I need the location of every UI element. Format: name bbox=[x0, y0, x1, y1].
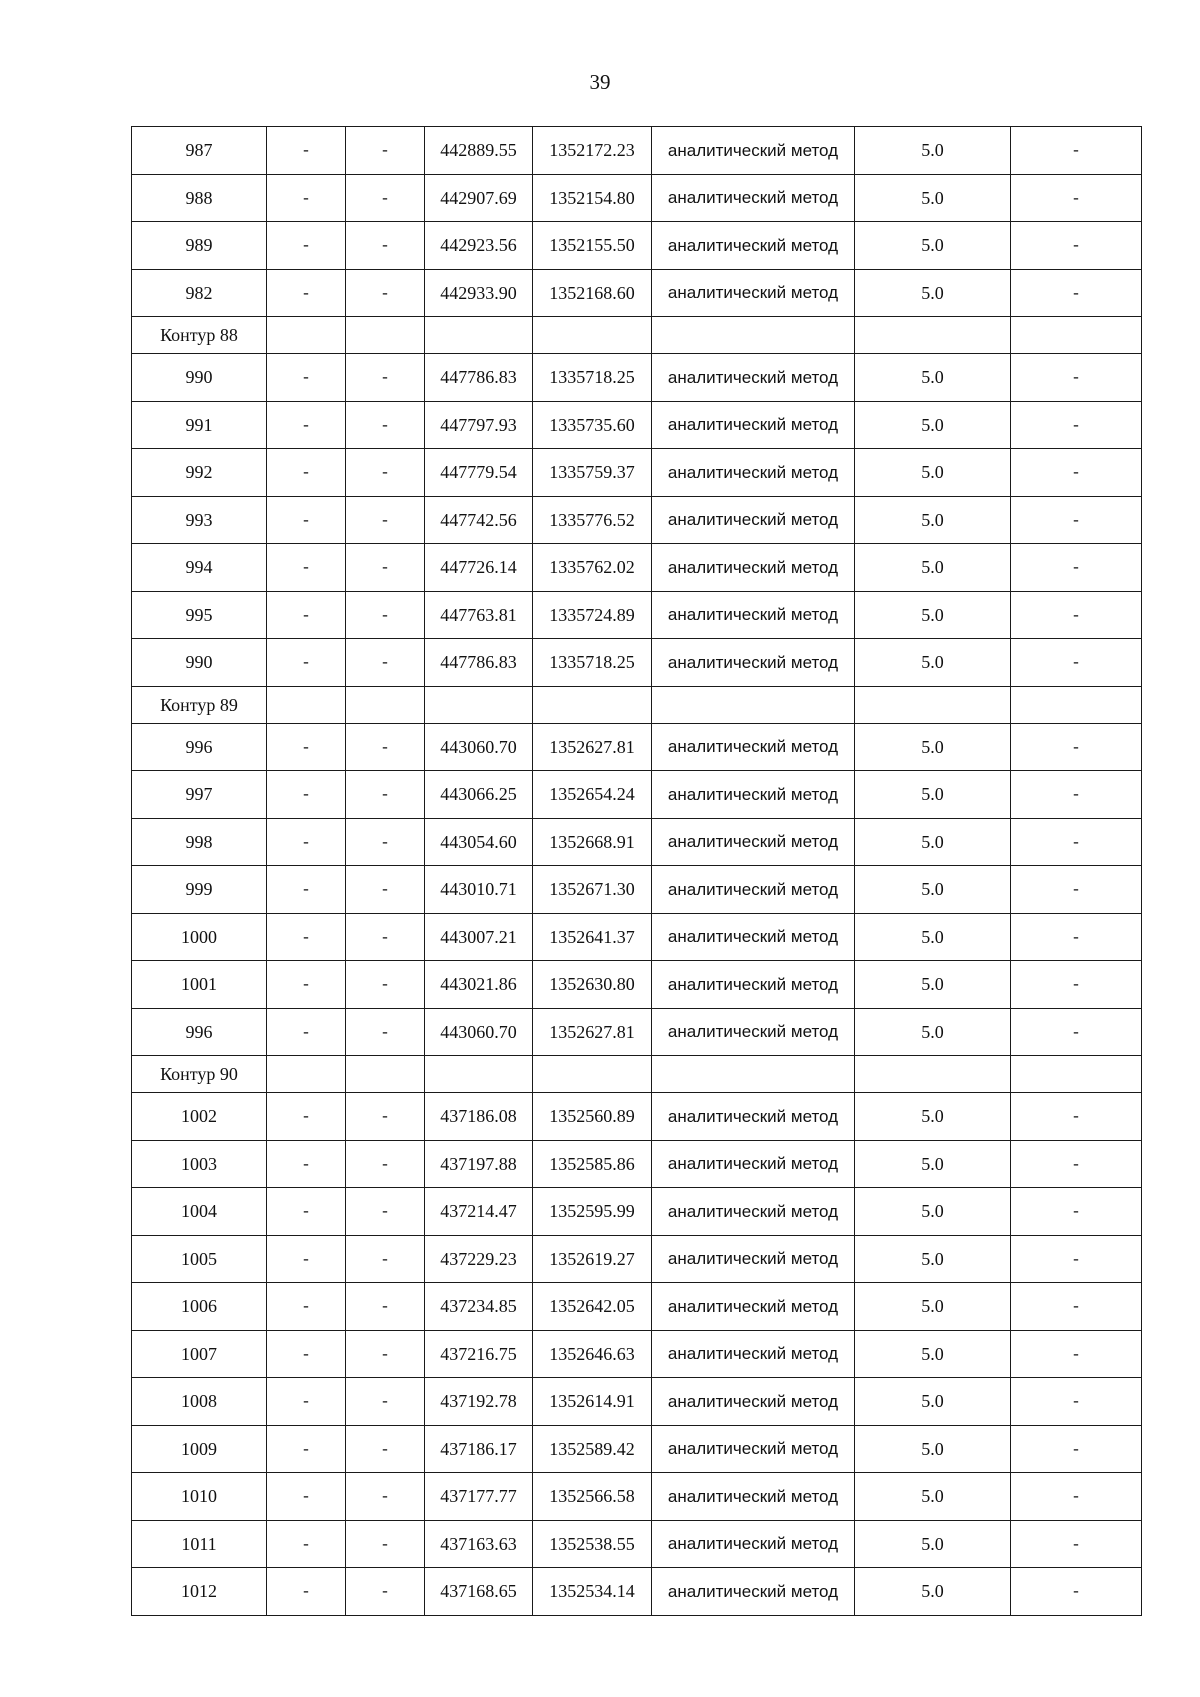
dash-cell: - bbox=[1011, 127, 1142, 175]
empty-cell bbox=[425, 317, 533, 354]
point-number-cell: 996 bbox=[132, 723, 267, 771]
dash-cell: - bbox=[346, 127, 425, 175]
method-cell: аналитический метод bbox=[652, 1283, 855, 1331]
method-cell: аналитический метод bbox=[652, 174, 855, 222]
method-cell: аналитический метод bbox=[652, 1378, 855, 1426]
dash-cell: - bbox=[346, 1330, 425, 1378]
x-coordinate-cell: 437234.85 bbox=[425, 1283, 533, 1331]
dash-cell: - bbox=[267, 961, 346, 1009]
empty-cell bbox=[533, 317, 652, 354]
empty-cell bbox=[652, 317, 855, 354]
y-coordinate-cell: 1335735.60 bbox=[533, 401, 652, 449]
coordinates-table bbox=[131, 126, 1142, 1616]
accuracy-cell: 5.0 bbox=[855, 1235, 1011, 1283]
method-cell: аналитический метод bbox=[652, 1473, 855, 1521]
x-coordinate-cell: 443066.25 bbox=[425, 771, 533, 819]
accuracy-cell: 5.0 bbox=[855, 913, 1011, 961]
table-body bbox=[132, 127, 1142, 1616]
dash-cell: - bbox=[267, 1093, 346, 1141]
table-row bbox=[132, 723, 1142, 771]
point-number-cell: 997 bbox=[132, 771, 267, 819]
x-coordinate-cell: 437214.47 bbox=[425, 1188, 533, 1236]
table-row bbox=[132, 222, 1142, 270]
y-coordinate-cell: 1352534.14 bbox=[533, 1568, 652, 1616]
dash-cell: - bbox=[346, 1093, 425, 1141]
y-coordinate-cell: 1352154.80 bbox=[533, 174, 652, 222]
x-coordinate-cell: 437197.88 bbox=[425, 1140, 533, 1188]
empty-cell bbox=[267, 686, 346, 723]
table-row bbox=[132, 1330, 1142, 1378]
accuracy-cell: 5.0 bbox=[855, 1378, 1011, 1426]
dash-cell: - bbox=[346, 354, 425, 402]
dash-cell: - bbox=[267, 1283, 346, 1331]
y-coordinate-cell: 1352560.89 bbox=[533, 1093, 652, 1141]
x-coordinate-cell: 447726.14 bbox=[425, 544, 533, 592]
empty-cell bbox=[346, 1056, 425, 1093]
table-row bbox=[132, 127, 1142, 175]
y-coordinate-cell: 1352627.81 bbox=[533, 1008, 652, 1056]
dash-cell: - bbox=[1011, 1140, 1142, 1188]
dash-cell: - bbox=[267, 866, 346, 914]
point-number-cell: 987 bbox=[132, 127, 267, 175]
dash-cell: - bbox=[346, 544, 425, 592]
point-number-cell: 991 bbox=[132, 401, 267, 449]
point-number-cell: 999 bbox=[132, 866, 267, 914]
table-row bbox=[132, 174, 1142, 222]
method-cell: аналитический метод bbox=[652, 771, 855, 819]
accuracy-cell: 5.0 bbox=[855, 544, 1011, 592]
x-coordinate-cell: 443060.70 bbox=[425, 723, 533, 771]
accuracy-cell: 5.0 bbox=[855, 723, 1011, 771]
method-cell: аналитический метод bbox=[652, 1235, 855, 1283]
y-coordinate-cell: 1352589.42 bbox=[533, 1425, 652, 1473]
method-cell: аналитический метод bbox=[652, 1568, 855, 1616]
dash-cell: - bbox=[346, 1008, 425, 1056]
dash-cell: - bbox=[1011, 1283, 1142, 1331]
dash-cell: - bbox=[267, 1425, 346, 1473]
contour-label: Контур 90 bbox=[132, 1056, 267, 1093]
dash-cell: - bbox=[267, 269, 346, 317]
point-number-cell: 1000 bbox=[132, 913, 267, 961]
table-row bbox=[132, 1008, 1142, 1056]
empty-cell bbox=[1011, 317, 1142, 354]
x-coordinate-cell: 443010.71 bbox=[425, 866, 533, 914]
table-row bbox=[132, 639, 1142, 687]
method-cell: аналитический метод bbox=[652, 449, 855, 497]
point-number-cell: 996 bbox=[132, 1008, 267, 1056]
dash-cell: - bbox=[346, 1425, 425, 1473]
dash-cell: - bbox=[267, 127, 346, 175]
table-row bbox=[132, 771, 1142, 819]
accuracy-cell: 5.0 bbox=[855, 771, 1011, 819]
dash-cell: - bbox=[1011, 1378, 1142, 1426]
point-number-cell: 994 bbox=[132, 544, 267, 592]
dash-cell: - bbox=[346, 1188, 425, 1236]
x-coordinate-cell: 437216.75 bbox=[425, 1330, 533, 1378]
y-coordinate-cell: 1335776.52 bbox=[533, 496, 652, 544]
y-coordinate-cell: 1352641.37 bbox=[533, 913, 652, 961]
table-row bbox=[132, 1568, 1142, 1616]
dash-cell: - bbox=[1011, 1473, 1142, 1521]
table-row bbox=[132, 1473, 1142, 1521]
method-cell: аналитический метод bbox=[652, 1008, 855, 1056]
empty-cell bbox=[855, 686, 1011, 723]
dash-cell: - bbox=[1011, 1188, 1142, 1236]
table-row bbox=[132, 1520, 1142, 1568]
x-coordinate-cell: 437168.65 bbox=[425, 1568, 533, 1616]
empty-cell bbox=[425, 686, 533, 723]
empty-cell bbox=[533, 1056, 652, 1093]
dash-cell: - bbox=[346, 591, 425, 639]
empty-cell bbox=[267, 1056, 346, 1093]
accuracy-cell: 5.0 bbox=[855, 174, 1011, 222]
y-coordinate-cell: 1352646.63 bbox=[533, 1330, 652, 1378]
contour-row bbox=[132, 317, 1142, 354]
y-coordinate-cell: 1352585.86 bbox=[533, 1140, 652, 1188]
x-coordinate-cell: 443021.86 bbox=[425, 961, 533, 1009]
empty-cell bbox=[855, 317, 1011, 354]
dash-cell: - bbox=[267, 913, 346, 961]
dash-cell: - bbox=[267, 496, 346, 544]
dash-cell: - bbox=[267, 723, 346, 771]
contour-row bbox=[132, 686, 1142, 723]
dash-cell: - bbox=[346, 1378, 425, 1426]
table-row bbox=[132, 1093, 1142, 1141]
dash-cell: - bbox=[346, 222, 425, 270]
dash-cell: - bbox=[1011, 591, 1142, 639]
table-row bbox=[132, 1188, 1142, 1236]
dash-cell: - bbox=[267, 1378, 346, 1426]
dash-cell: - bbox=[346, 1283, 425, 1331]
dash-cell: - bbox=[1011, 222, 1142, 270]
accuracy-cell: 5.0 bbox=[855, 639, 1011, 687]
dash-cell: - bbox=[1011, 401, 1142, 449]
dash-cell: - bbox=[267, 449, 346, 497]
accuracy-cell: 5.0 bbox=[855, 127, 1011, 175]
x-coordinate-cell: 437192.78 bbox=[425, 1378, 533, 1426]
accuracy-cell: 5.0 bbox=[855, 1283, 1011, 1331]
method-cell: аналитический метод bbox=[652, 591, 855, 639]
dash-cell: - bbox=[1011, 913, 1142, 961]
x-coordinate-cell: 437186.08 bbox=[425, 1093, 533, 1141]
table-row bbox=[132, 1235, 1142, 1283]
point-number-cell: 1007 bbox=[132, 1330, 267, 1378]
table-row bbox=[132, 1283, 1142, 1331]
method-cell: аналитический метод bbox=[652, 496, 855, 544]
dash-cell: - bbox=[346, 961, 425, 1009]
accuracy-cell: 5.0 bbox=[855, 449, 1011, 497]
point-number-cell: 998 bbox=[132, 818, 267, 866]
dash-cell: - bbox=[267, 222, 346, 270]
accuracy-cell: 5.0 bbox=[855, 1140, 1011, 1188]
point-number-cell: 1005 bbox=[132, 1235, 267, 1283]
table-row bbox=[132, 591, 1142, 639]
x-coordinate-cell: 437186.17 bbox=[425, 1425, 533, 1473]
y-coordinate-cell: 1352654.24 bbox=[533, 771, 652, 819]
dash-cell: - bbox=[346, 174, 425, 222]
method-cell: аналитический метод bbox=[652, 269, 855, 317]
point-number-cell: 995 bbox=[132, 591, 267, 639]
y-coordinate-cell: 1335759.37 bbox=[533, 449, 652, 497]
table-row bbox=[132, 354, 1142, 402]
method-cell: аналитический метод bbox=[652, 222, 855, 270]
accuracy-cell: 5.0 bbox=[855, 818, 1011, 866]
dash-cell: - bbox=[1011, 1568, 1142, 1616]
dash-cell: - bbox=[267, 1330, 346, 1378]
method-cell: аналитический метод bbox=[652, 354, 855, 402]
method-cell: аналитический метод bbox=[652, 1330, 855, 1378]
method-cell: аналитический метод bbox=[652, 1140, 855, 1188]
table-row bbox=[132, 544, 1142, 592]
table-row bbox=[132, 913, 1142, 961]
y-coordinate-cell: 1352642.05 bbox=[533, 1283, 652, 1331]
dash-cell: - bbox=[1011, 496, 1142, 544]
method-cell: аналитический метод bbox=[652, 639, 855, 687]
dash-cell: - bbox=[346, 1520, 425, 1568]
y-coordinate-cell: 1335762.02 bbox=[533, 544, 652, 592]
empty-cell bbox=[425, 1056, 533, 1093]
method-cell: аналитический метод bbox=[652, 866, 855, 914]
method-cell: аналитический метод bbox=[652, 1093, 855, 1141]
accuracy-cell: 5.0 bbox=[855, 222, 1011, 270]
y-coordinate-cell: 1352168.60 bbox=[533, 269, 652, 317]
point-number-cell: 993 bbox=[132, 496, 267, 544]
dash-cell: - bbox=[1011, 1520, 1142, 1568]
point-number-cell: 1004 bbox=[132, 1188, 267, 1236]
point-number-cell: 1001 bbox=[132, 961, 267, 1009]
contour-row bbox=[132, 1056, 1142, 1093]
dash-cell: - bbox=[346, 1568, 425, 1616]
point-number-cell: 1011 bbox=[132, 1520, 267, 1568]
dash-cell: - bbox=[346, 269, 425, 317]
point-number-cell: 1002 bbox=[132, 1093, 267, 1141]
dash-cell: - bbox=[346, 449, 425, 497]
dash-cell: - bbox=[267, 1188, 346, 1236]
dash-cell: - bbox=[346, 818, 425, 866]
x-coordinate-cell: 443007.21 bbox=[425, 913, 533, 961]
contour-label: Контур 88 bbox=[132, 317, 267, 354]
dash-cell: - bbox=[346, 1140, 425, 1188]
y-coordinate-cell: 1335724.89 bbox=[533, 591, 652, 639]
dash-cell: - bbox=[1011, 1425, 1142, 1473]
x-coordinate-cell: 443060.70 bbox=[425, 1008, 533, 1056]
x-coordinate-cell: 442923.56 bbox=[425, 222, 533, 270]
accuracy-cell: 5.0 bbox=[855, 866, 1011, 914]
table-row bbox=[132, 1425, 1142, 1473]
empty-cell bbox=[1011, 686, 1142, 723]
dash-cell: - bbox=[346, 866, 425, 914]
empty-cell bbox=[533, 686, 652, 723]
accuracy-cell: 5.0 bbox=[855, 1520, 1011, 1568]
dash-cell: - bbox=[346, 401, 425, 449]
dash-cell: - bbox=[267, 639, 346, 687]
x-coordinate-cell: 447786.83 bbox=[425, 639, 533, 687]
dash-cell: - bbox=[346, 771, 425, 819]
point-number-cell: 989 bbox=[132, 222, 267, 270]
point-number-cell: 1008 bbox=[132, 1378, 267, 1426]
dash-cell: - bbox=[1011, 723, 1142, 771]
table-row bbox=[132, 496, 1142, 544]
y-coordinate-cell: 1335718.25 bbox=[533, 639, 652, 687]
dash-cell: - bbox=[267, 1473, 346, 1521]
point-number-cell: 988 bbox=[132, 174, 267, 222]
point-number-cell: 992 bbox=[132, 449, 267, 497]
dash-cell: - bbox=[346, 1473, 425, 1521]
y-coordinate-cell: 1352671.30 bbox=[533, 866, 652, 914]
dash-cell: - bbox=[1011, 544, 1142, 592]
table-row bbox=[132, 818, 1142, 866]
dash-cell: - bbox=[346, 913, 425, 961]
dash-cell: - bbox=[267, 354, 346, 402]
dash-cell: - bbox=[1011, 449, 1142, 497]
dash-cell: - bbox=[267, 1140, 346, 1188]
method-cell: аналитический метод bbox=[652, 401, 855, 449]
y-coordinate-cell: 1352630.80 bbox=[533, 961, 652, 1009]
x-coordinate-cell: 447797.93 bbox=[425, 401, 533, 449]
dash-cell: - bbox=[267, 401, 346, 449]
point-number-cell: 1012 bbox=[132, 1568, 267, 1616]
dash-cell: - bbox=[1011, 1093, 1142, 1141]
table-row bbox=[132, 1140, 1142, 1188]
y-coordinate-cell: 1352538.55 bbox=[533, 1520, 652, 1568]
dash-cell: - bbox=[267, 771, 346, 819]
dash-cell: - bbox=[1011, 818, 1142, 866]
y-coordinate-cell: 1352155.50 bbox=[533, 222, 652, 270]
point-number-cell: 1006 bbox=[132, 1283, 267, 1331]
y-coordinate-cell: 1335718.25 bbox=[533, 354, 652, 402]
x-coordinate-cell: 447763.81 bbox=[425, 591, 533, 639]
accuracy-cell: 5.0 bbox=[855, 1330, 1011, 1378]
x-coordinate-cell: 443054.60 bbox=[425, 818, 533, 866]
method-cell: аналитический метод bbox=[652, 1188, 855, 1236]
dash-cell: - bbox=[346, 723, 425, 771]
method-cell: аналитический метод bbox=[652, 544, 855, 592]
x-coordinate-cell: 442933.90 bbox=[425, 269, 533, 317]
table-row bbox=[132, 449, 1142, 497]
dash-cell: - bbox=[267, 544, 346, 592]
method-cell: аналитический метод bbox=[652, 723, 855, 771]
empty-cell bbox=[346, 686, 425, 723]
dash-cell: - bbox=[267, 1520, 346, 1568]
table-row bbox=[132, 401, 1142, 449]
dash-cell: - bbox=[346, 496, 425, 544]
accuracy-cell: 5.0 bbox=[855, 269, 1011, 317]
accuracy-cell: 5.0 bbox=[855, 401, 1011, 449]
point-number-cell: 990 bbox=[132, 354, 267, 402]
dash-cell: - bbox=[1011, 771, 1142, 819]
empty-cell bbox=[267, 317, 346, 354]
table-row bbox=[132, 269, 1142, 317]
accuracy-cell: 5.0 bbox=[855, 1093, 1011, 1141]
empty-cell bbox=[652, 1056, 855, 1093]
dash-cell: - bbox=[1011, 1330, 1142, 1378]
method-cell: аналитический метод bbox=[652, 961, 855, 1009]
method-cell: аналитический метод bbox=[652, 1520, 855, 1568]
dash-cell: - bbox=[346, 1235, 425, 1283]
point-number-cell: 1010 bbox=[132, 1473, 267, 1521]
accuracy-cell: 5.0 bbox=[855, 354, 1011, 402]
x-coordinate-cell: 437163.63 bbox=[425, 1520, 533, 1568]
dash-cell: - bbox=[346, 639, 425, 687]
accuracy-cell: 5.0 bbox=[855, 1568, 1011, 1616]
dash-cell: - bbox=[267, 1568, 346, 1616]
point-number-cell: 1009 bbox=[132, 1425, 267, 1473]
x-coordinate-cell: 447779.54 bbox=[425, 449, 533, 497]
x-coordinate-cell: 437229.23 bbox=[425, 1235, 533, 1283]
y-coordinate-cell: 1352619.27 bbox=[533, 1235, 652, 1283]
table-row bbox=[132, 961, 1142, 1009]
dash-cell: - bbox=[1011, 961, 1142, 1009]
point-number-cell: 990 bbox=[132, 639, 267, 687]
method-cell: аналитический метод bbox=[652, 913, 855, 961]
accuracy-cell: 5.0 bbox=[855, 1188, 1011, 1236]
table-row bbox=[132, 1378, 1142, 1426]
x-coordinate-cell: 437177.77 bbox=[425, 1473, 533, 1521]
dash-cell: - bbox=[267, 818, 346, 866]
y-coordinate-cell: 1352627.81 bbox=[533, 723, 652, 771]
accuracy-cell: 5.0 bbox=[855, 961, 1011, 1009]
y-coordinate-cell: 1352566.58 bbox=[533, 1473, 652, 1521]
dash-cell: - bbox=[1011, 639, 1142, 687]
dash-cell: - bbox=[267, 1235, 346, 1283]
x-coordinate-cell: 442907.69 bbox=[425, 174, 533, 222]
dash-cell: - bbox=[267, 1008, 346, 1056]
dash-cell: - bbox=[1011, 354, 1142, 402]
table-row bbox=[132, 866, 1142, 914]
accuracy-cell: 5.0 bbox=[855, 496, 1011, 544]
x-coordinate-cell: 442889.55 bbox=[425, 127, 533, 175]
empty-cell bbox=[1011, 1056, 1142, 1093]
method-cell: аналитический метод bbox=[652, 818, 855, 866]
y-coordinate-cell: 1352668.91 bbox=[533, 818, 652, 866]
empty-cell bbox=[855, 1056, 1011, 1093]
empty-cell bbox=[346, 317, 425, 354]
point-number-cell: 1003 bbox=[132, 1140, 267, 1188]
accuracy-cell: 5.0 bbox=[855, 1425, 1011, 1473]
contour-label: Контур 89 bbox=[132, 686, 267, 723]
y-coordinate-cell: 1352172.23 bbox=[533, 127, 652, 175]
method-cell: аналитический метод bbox=[652, 1425, 855, 1473]
dash-cell: - bbox=[267, 591, 346, 639]
dash-cell: - bbox=[1011, 1008, 1142, 1056]
dash-cell: - bbox=[1011, 1235, 1142, 1283]
x-coordinate-cell: 447742.56 bbox=[425, 496, 533, 544]
page-number: 39 bbox=[589, 70, 611, 94]
method-cell: аналитический метод bbox=[652, 127, 855, 175]
y-coordinate-cell: 1352614.91 bbox=[533, 1378, 652, 1426]
point-number-cell: 982 bbox=[132, 269, 267, 317]
dash-cell: - bbox=[1011, 866, 1142, 914]
dash-cell: - bbox=[267, 174, 346, 222]
dash-cell: - bbox=[1011, 269, 1142, 317]
x-coordinate-cell: 447786.83 bbox=[425, 354, 533, 402]
accuracy-cell: 5.0 bbox=[855, 1473, 1011, 1521]
y-coordinate-cell: 1352595.99 bbox=[533, 1188, 652, 1236]
dash-cell: - bbox=[1011, 174, 1142, 222]
accuracy-cell: 5.0 bbox=[855, 591, 1011, 639]
accuracy-cell: 5.0 bbox=[855, 1008, 1011, 1056]
empty-cell bbox=[652, 686, 855, 723]
